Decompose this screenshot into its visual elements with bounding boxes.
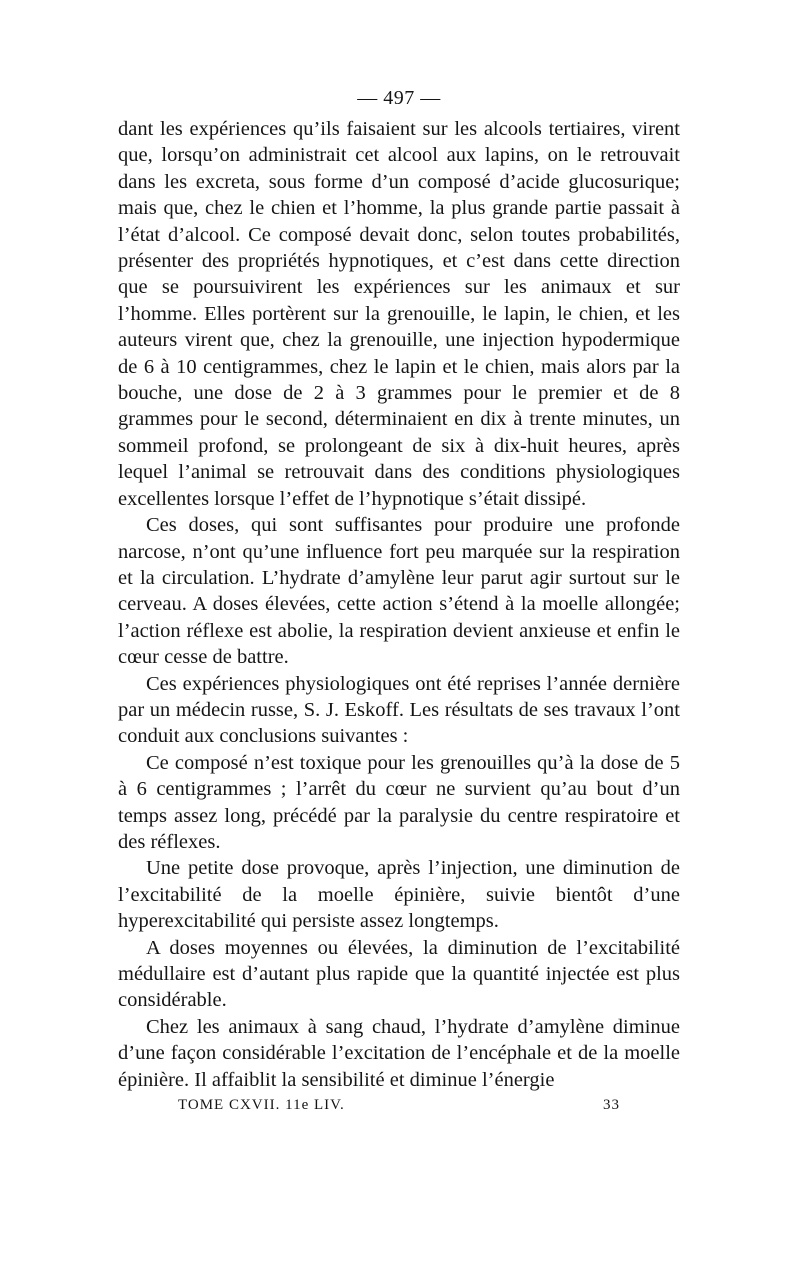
paragraph: Une petite dose provoque, après l’injection, une diminution de l’excitabilité de la moelle épinière, suivie bientôt d’une hyperexcitabilité qui persiste assez longtemps. xyxy=(118,857,680,933)
page-footer xyxy=(118,1095,680,1115)
paragraph: Ces doses, qui sont suffisantes pour produire une profonde narcose, n’ont qu’une influence fort peu marquée sur la respiration et la circulation. L’hydrate d’amylène leur parut agir surtout sur le cerveau. A doses élevées, cette action s’étend à la moelle allongée; l’action réflexe est abolie, la respiration devient anxieuse et enfin le cœur cesse de battre. xyxy=(118,514,680,669)
paragraph: Ces expériences physiologiques ont été reprises l’année dernière par un médecin russe, S. J. Eskoff. Les résultats de ses travaux l’ont conduit aux conclusions suivantes : xyxy=(118,672,680,748)
volume-signature: TOME CXVII. 11e LIV. xyxy=(178,1097,345,1114)
body-text xyxy=(118,116,680,1093)
paragraph: Ce composé n’est toxique pour les grenouilles qu’à la dose de 5 à 6 centigrammes ; l’arrêt du cœur ne survient qu’au bout d’un temps assez long, précédé par la paralysie du centre respiratoire et des réflexes. xyxy=(118,751,680,853)
paragraph: Chez les animaux à sang chaud, l’hydrate d’amylène diminue d’une façon considérable l’excitation de l’encéphale et de la moelle épinière. Il affaiblit la sensibilité et diminue l’énergie xyxy=(118,1015,680,1091)
page-number: — 497 — xyxy=(357,87,441,109)
paragraph-continued: dant les expériences qu’ils faisaient sur les alcools tertiaires, virent que, lorsqu’on administrait cet alcool aux lapins, on le retrouvait dans les excreta, sous forme d’un composé d’acide glucosurique; mais que, chez le chien et l’homme, la plus grande partie passait à l’état d’alcool. Ce composé devait donc, selon toutes probabilités, présenter des propriétés hypnotiques, et c’est dans cette direction que se poursuivirent les expériences sur les animaux et sur l’homme. Elles portèrent sur la grenouille, le lapin, le chien, et les auteurs virent que, chez la grenouille, une injection hypodermique de 6 à 10 centigrammes, chez le lapin et le chien, mais alors par la bouche, une dose de 2 à 3 grammes pour le premier et de 8 grammes pour le second, déterminaient en dix à trente minutes, un sommeil profond, se prolongeant de six à dix-huit heures, après lequel l’animal se retrouvait dans des conditions physiologiques excellentes lorsque l’effet de l’hypnotique s’était dissipé. xyxy=(118,118,680,510)
sheet-number: 33 xyxy=(603,1097,620,1114)
paragraph: A doses moyennes ou élevées, la diminution de l’excitabilité médullaire est d’autant plus rapide que la quantité injectée est plus considérable. xyxy=(118,936,680,1012)
book-page xyxy=(118,84,680,1115)
